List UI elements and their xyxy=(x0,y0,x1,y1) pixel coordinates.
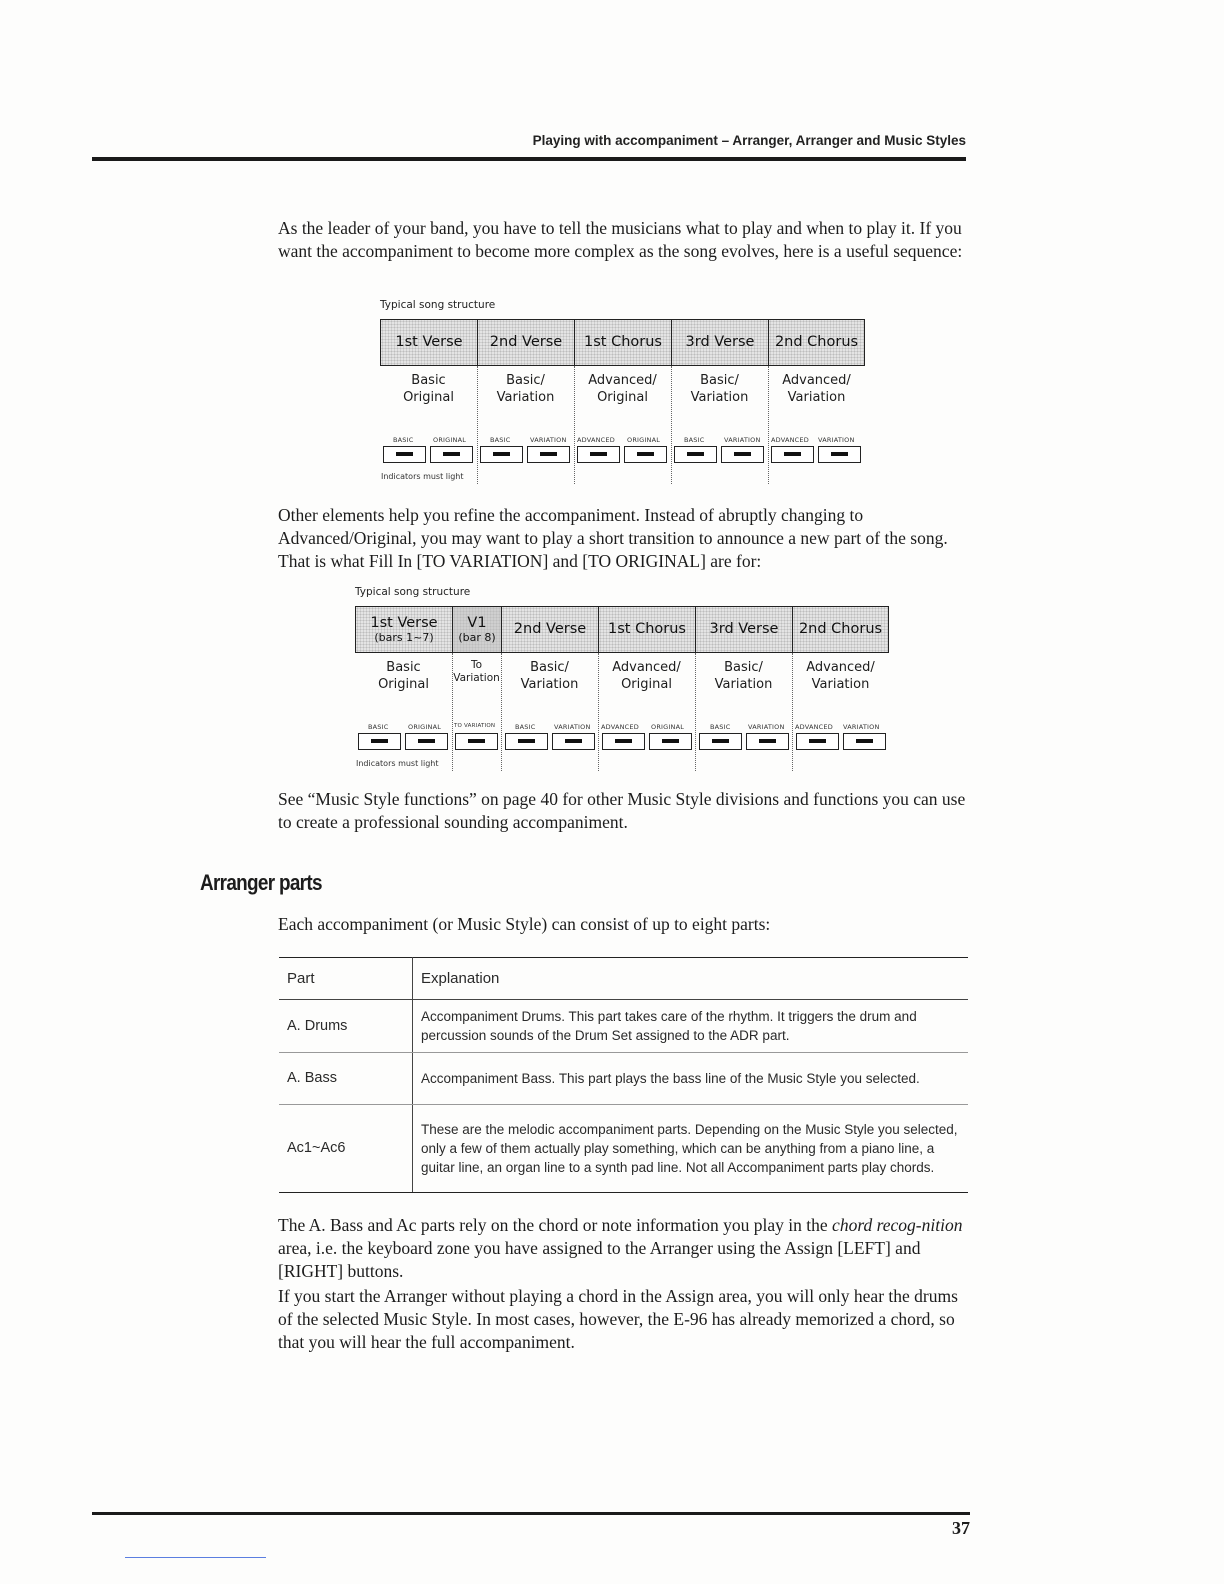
section-description: Basic Original xyxy=(378,660,429,692)
intro-paragraph: As the leader of your band, you have to tell the musicians what to play and when to play it. If you want the accompaniment to become more complex as the song evolves, here is a useful sequence: xyxy=(278,218,963,261)
indicator-button xyxy=(771,446,814,463)
footer-link-line xyxy=(125,1557,266,1558)
section-description: Basic Original xyxy=(403,373,454,405)
arranger-start-paragraph: If you start the Arranger without playing a chord in the Assign area, you will only hear the drums of the selected Music Style. In most cases, however, the E-96 has already memorized a chord, so that you will hear the full accompaniment. xyxy=(278,1286,958,1352)
section-cell-1st-chorus xyxy=(574,319,671,366)
section-cell-2nd-chorus xyxy=(792,606,889,653)
part-explanation: Accompaniment Drums. This part takes care of the rhythm. It triggers the drum and percussion sounds of the Drum Set assigned to the ADR part. xyxy=(413,1000,969,1053)
indicator-label: VARIATION xyxy=(818,436,855,444)
section-label: 1st Verse xyxy=(370,614,438,631)
footer-rule xyxy=(92,1512,970,1515)
section-divider xyxy=(598,653,599,771)
column-header-part: Part xyxy=(279,958,413,1000)
indicator-label: BASIC xyxy=(710,723,731,731)
indicator-button xyxy=(552,733,595,750)
section-description: Basic/ Variation xyxy=(520,660,579,692)
section-label: 2nd Chorus xyxy=(774,334,859,350)
section-divider xyxy=(501,653,502,771)
see-also-paragraph: See “Music Style functions” on page 40 for other Music Style divisions and functions you can use to create a professional sounding accompaniment. xyxy=(278,789,966,832)
diagram-caption: Typical song structure xyxy=(355,586,471,598)
running-header: Playing with accompaniment – Arranger, Arranger and Music Styles xyxy=(532,133,966,148)
indicator-label: ORIGINAL xyxy=(433,436,467,444)
indicator-button xyxy=(358,733,401,750)
section-cell-3rd-verse xyxy=(695,606,792,653)
section-label: 1st Chorus xyxy=(584,334,662,350)
part-name: A. Drums xyxy=(279,1000,413,1053)
indicator-label: ADVANCED xyxy=(771,436,809,444)
column-header-explanation: Explanation xyxy=(413,958,969,1000)
table-header-row xyxy=(279,958,968,1000)
section-label: 3rd Verse xyxy=(709,621,779,637)
section-description: Basic/ Variation xyxy=(690,373,749,405)
section-divider xyxy=(452,653,453,771)
indicator-button xyxy=(480,446,523,463)
indicator-button xyxy=(455,733,498,750)
indicator-label: BASIC xyxy=(393,436,414,444)
table-row xyxy=(279,1105,968,1193)
section-divider xyxy=(768,366,769,484)
indicator-label: VARIATION xyxy=(843,723,880,731)
table-row xyxy=(279,1053,968,1105)
indicator-label: BASIC xyxy=(368,723,389,731)
section-description: Basic/ Variation xyxy=(496,373,555,405)
section-cell-3rd-verse xyxy=(671,319,768,366)
section-label: 3rd Verse xyxy=(685,334,755,350)
section-cell-2nd-verse xyxy=(501,606,598,653)
section-label: 1st Verse xyxy=(395,334,463,350)
indicator-button xyxy=(649,733,692,750)
section-label: 2nd Verse xyxy=(513,621,587,637)
indicator-label: VARIATION xyxy=(530,436,567,444)
section-divider xyxy=(477,366,478,484)
indicator-label: VARIATION xyxy=(724,436,761,444)
indicator-button xyxy=(674,446,717,463)
section-cell-1st-verse xyxy=(355,606,452,653)
indicator-button xyxy=(405,733,448,750)
text-run: The A. Bass and Ac parts rely on the chord or note information you play in the xyxy=(278,1215,833,1235)
indicator-label: BASIC xyxy=(490,436,511,444)
indicator-label: ORIGINAL xyxy=(408,723,442,731)
indicator-label: ADVANCED xyxy=(577,436,615,444)
indicator-label: ORIGINAL xyxy=(627,436,661,444)
indicator-label: ADVANCED xyxy=(795,723,833,731)
part-name: Ac1~Ac6 xyxy=(279,1105,413,1193)
diagram-caption: Typical song structure xyxy=(380,299,496,311)
indicator-button xyxy=(430,446,473,463)
song-structure-diagram-2 xyxy=(355,586,890,776)
section-divider xyxy=(695,653,696,771)
section-bars: (bars 1~7) xyxy=(374,630,434,644)
section-cell-2nd-chorus xyxy=(768,319,865,366)
section-divider xyxy=(671,366,672,484)
indicators-note: Indicators must light xyxy=(356,759,439,768)
indicator-button xyxy=(843,733,886,750)
indicator-label: TO VARIATION xyxy=(454,723,496,729)
indicator-button xyxy=(818,446,861,463)
part-name: A. Bass xyxy=(279,1053,413,1105)
indicator-label: ADVANCED xyxy=(601,723,639,731)
section-description: Advanced/ Original xyxy=(588,373,657,405)
page-number: 37 xyxy=(952,1518,970,1538)
arranger-parts-intro: Each accompaniment (or Music Style) can consist of up to eight parts: xyxy=(278,914,771,934)
section-heading-arranger-parts: Arranger parts xyxy=(200,870,322,895)
section-divider xyxy=(574,366,575,484)
indicator-button xyxy=(527,446,570,463)
part-explanation: Accompaniment Bass. This part plays the bass line of the Music Style you selected. xyxy=(413,1053,969,1105)
header-rule xyxy=(92,157,966,161)
indicator-label: BASIC xyxy=(684,436,705,444)
text-run: area, i.e. the keyboard zone you have assigned to the Arranger using the Assign [LEFT] and [RIGHT] buttons. xyxy=(278,1238,921,1281)
section-label: V1 xyxy=(467,614,487,631)
section-label: 1st Chorus xyxy=(608,621,686,637)
indicator-button xyxy=(699,733,742,750)
section-cell-1st-verse xyxy=(380,319,477,366)
section-cell-1st-chorus xyxy=(598,606,695,653)
section-label: 2nd Verse xyxy=(489,334,563,350)
indicator-button xyxy=(721,446,764,463)
section-divider xyxy=(792,653,793,771)
indicator-button xyxy=(505,733,548,750)
indicator-button xyxy=(746,733,789,750)
indicator-button xyxy=(383,446,426,463)
indicator-label: BASIC xyxy=(515,723,536,731)
indicator-button xyxy=(577,446,620,463)
indicator-button xyxy=(602,733,645,750)
indicator-button xyxy=(624,446,667,463)
indicator-label: VARIATION xyxy=(748,723,785,731)
indicator-button xyxy=(796,733,839,750)
emphasized-term: chord recog-nition xyxy=(832,1215,963,1235)
section-label: 2nd Chorus xyxy=(798,621,883,637)
table-row xyxy=(279,1000,968,1053)
part-explanation: These are the melodic accompaniment parts. Depending on the Music Style you selected, only a few of them actually play something, which can be anything from a piano line, a guitar line, an organ line to a synth pad line. Not all Accompaniment parts play chords. xyxy=(413,1105,969,1193)
indicator-label: ORIGINAL xyxy=(651,723,685,731)
section-description: Advanced/ Variation xyxy=(782,373,851,405)
section-cell-v1 xyxy=(452,606,501,653)
section-description: To Variation xyxy=(453,659,500,684)
section-cell-2nd-verse xyxy=(477,319,574,366)
indicators-note: Indicators must light xyxy=(381,472,464,481)
section-description: Advanced/ Original xyxy=(612,660,681,692)
arranger-parts-table xyxy=(279,957,968,1193)
indicator-label: VARIATION xyxy=(554,723,591,731)
section-description: Basic/ Variation xyxy=(714,660,773,692)
section-description: Advanced/ Variation xyxy=(806,660,875,692)
chord-recognition-paragraph xyxy=(278,1214,968,1283)
song-structure-diagram-1 xyxy=(380,299,866,489)
section-bars: (bar 8) xyxy=(458,630,496,644)
fill-in-paragraph: Other elements help you refine the accompaniment. Instead of abruptly changing to Advanced/Original, you may want to play a short transition to announce a new part of the song. That is what Fill In [TO VARIATION] and [TO ORIGINAL] are for: xyxy=(278,505,948,571)
